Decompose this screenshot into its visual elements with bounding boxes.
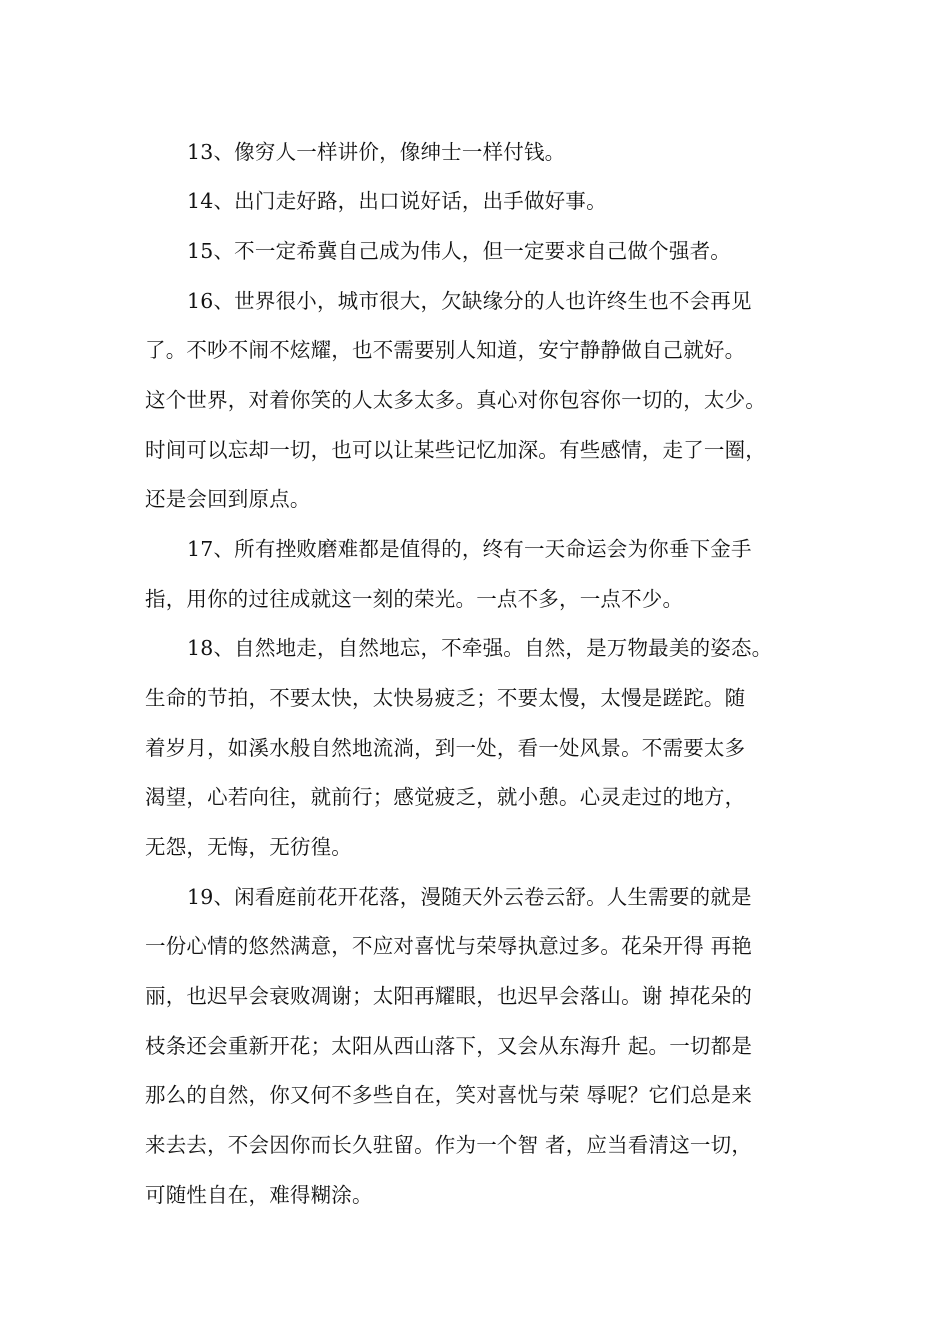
- text-line-9: 17、所有挫败磨难都是值得的，终有一天命运会为你垂下金手: [187, 537, 752, 561]
- text-line-19: 枝条还会重新开花；太阳从西山落下，又会从东海升 起。一切都是: [145, 1034, 753, 1058]
- text-line-17: 一份心情的悠然满意，不应对喜忧与荣辱执意过多。花朵开得 再艳: [145, 934, 753, 958]
- text-line-10: 指，用你的过往成就这一刻的荣光。一点不多，一点不少。: [145, 587, 684, 611]
- text-line-16: 19、闲看庭前花开花落，漫随天外云卷云舒。人生需要的就是: [187, 885, 752, 909]
- text-line-1: 13、像穷人一样讲价，像绅士一样付钱。: [187, 140, 566, 164]
- text-line-13: 着岁月，如溪水般自然地流淌，到一处，看一处风景。不需要太多: [145, 736, 746, 760]
- text-line-8: 还是会回到原点。: [145, 487, 311, 511]
- text-line-11: 18、自然地走，自然地忘，不牵强。自然，是万物最美的姿态。: [187, 636, 773, 660]
- text-line-18: 丽，也迟早会衰败凋谢；太阳再耀眼，也迟早会落山。谢 掉花朵的: [145, 984, 753, 1008]
- text-line-5: 了。不吵不闹不炫耀，也不需要别人知道，安宁静静做自己就好。: [145, 338, 746, 362]
- text-line-20: 那么的自然，你又何不多些自在，笑对喜忧与荣 辱呢？它们总是来: [145, 1083, 753, 1107]
- text-line-7: 时间可以忘却一切，也可以让某些记忆加深。有些感情，走了一圈，: [145, 438, 766, 462]
- text-line-12: 生命的节拍，不要太快，太快易疲乏；不要太慢，太慢是蹉跎。随: [145, 686, 746, 710]
- text-line-15: 无怨，无悔，无彷徨。: [145, 835, 352, 859]
- text-line-4: 16、世界很小，城市很大，欠缺缘分的人也许终生也不会再见: [187, 289, 752, 313]
- text-line-3: 15、不一定希冀自己成为伟人，但一定要求自己做个强者。: [187, 239, 731, 263]
- text-line-14: 渴望，心若向往，就前行；感觉疲乏，就小憩。心灵走过的地方，: [145, 785, 746, 809]
- text-line-6: 这个世界，对着你笑的人太多太多。真心对你包容你一切的，太少。: [145, 388, 766, 412]
- text-line-22: 可随性自在，难得糊涂。: [145, 1183, 373, 1207]
- text-line-21: 来去去，不会因你而长久驻留。作为一个智 者，应当看清这一切，: [145, 1133, 753, 1157]
- text-line-2: 14、出门走好路，出口说好话，出手做好事。: [187, 189, 607, 213]
